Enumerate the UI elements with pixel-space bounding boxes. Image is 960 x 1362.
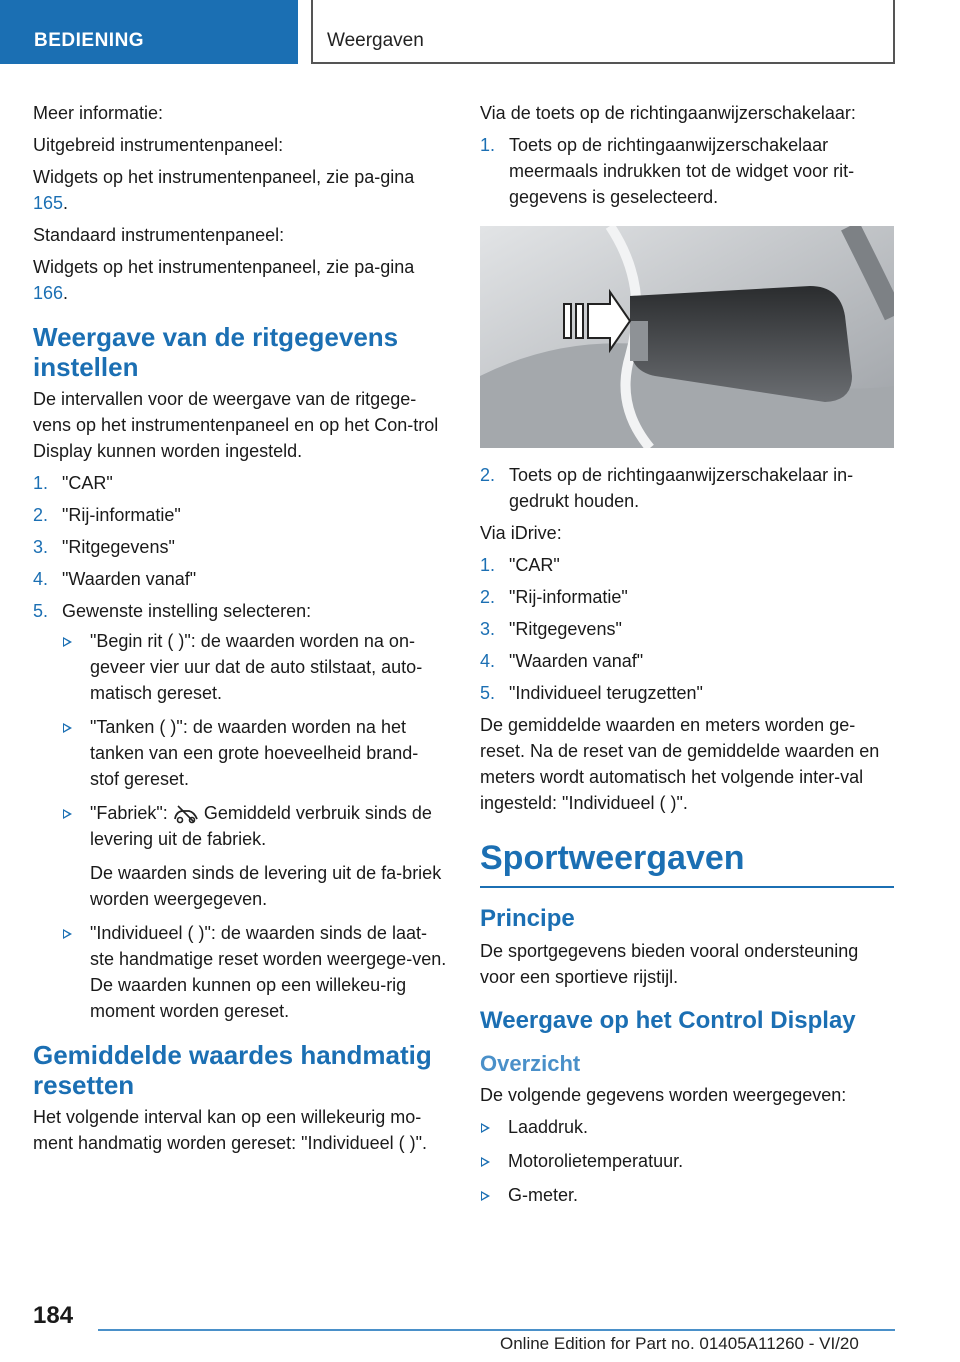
step-text: Toets op de richtingaanwijzerschakelaar meermaals indrukken tot de widget voor rit-gegevens is geselecteerd. (509, 135, 855, 207)
triangle-bullet-icon (481, 1191, 490, 1201)
idrive-steps-list (480, 552, 894, 706)
list-item (480, 462, 894, 514)
eco-car-icon (172, 804, 200, 824)
punctuation: . (63, 193, 69, 213)
illustration-svg (480, 226, 894, 448)
step-number: 3. (480, 619, 496, 639)
list-item (33, 566, 447, 592)
step-text: Gewenste instelling selecteren: (62, 601, 312, 621)
step-number: 5. (33, 601, 49, 621)
triangle-bullet-icon (63, 809, 72, 819)
section-tab: BEDIENING (0, 0, 298, 64)
step-number: 5. (480, 683, 496, 703)
chapter-title: Weergaven (311, 0, 895, 64)
page-link-165[interactable]: 165 (33, 193, 64, 213)
triangle-bullet-icon (481, 1123, 490, 1133)
list-item (480, 552, 894, 578)
option-item (62, 714, 447, 792)
reset-paragraph: Het volgende interval kan op een willekeurig mo-ment handmatig worden gereset: "Individueel ( )". (33, 1107, 427, 1153)
list-item (480, 1114, 894, 1140)
heading-sportweergaven: Sportweergaven (480, 838, 894, 888)
list-item (33, 598, 447, 1024)
step-text: "Ritgegevens" (509, 619, 622, 639)
page-link-166[interactable]: 166 (33, 283, 64, 303)
step-number: 2. (33, 505, 49, 525)
paragraph (33, 254, 447, 306)
triangle-bullet-icon (63, 929, 72, 939)
reset-paragraph: De gemiddelde waarden en meters worden ge-reset. Na de reset van de gemiddelde waarden en meters wordt automatisch het volgende inter-val ingesteld: "Individueel ( )". (480, 715, 880, 813)
paragraph (33, 164, 447, 216)
triangle-bullet-icon (63, 637, 72, 647)
step-number: 4. (480, 651, 496, 671)
item-text: Laaddruk. (508, 1117, 589, 1137)
display-items-list (480, 1114, 894, 1208)
step-number: 1. (33, 473, 49, 493)
steps-list (33, 470, 447, 1024)
option-text: "Begin rit ( )": de waarden worden na on-geveer vier uur dat de auto stilstaat, auto-matisch gereset. (90, 631, 423, 703)
step-text: "Rij-informatie" (62, 505, 181, 525)
page-number: 184 (33, 1302, 74, 1329)
option-item (62, 920, 447, 1024)
heading-control-display: Weergave op het Control Display (480, 1007, 856, 1034)
list-item (480, 1182, 894, 1208)
options-list (62, 628, 447, 1024)
step-number: 4. (33, 569, 49, 589)
step-text: "Rij-informatie" (509, 587, 628, 607)
option-text: "Tanken ( )": de waarden worden na het tanken van een grote hoeveelheid brand-stof gereset. (90, 717, 419, 789)
toets-steps-list-2 (480, 462, 894, 514)
principe-paragraph: De sportgegevens bieden vooral ondersteuning voor een sportieve rijstijl. (480, 941, 859, 987)
paragraph: Via de toets op de richtingaanwijzerschakelaar: (480, 103, 856, 123)
page-header (0, 0, 960, 66)
paragraph-text: Widgets op het instrumentenpaneel, zie pa-gina (33, 167, 415, 187)
list-item (480, 680, 894, 706)
list-item (480, 648, 894, 674)
toets-steps-list (480, 132, 894, 210)
punctuation: . (63, 283, 69, 303)
triangle-bullet-icon (63, 723, 72, 733)
item-text: G-meter. (508, 1185, 579, 1205)
paragraph: Via iDrive: (480, 523, 562, 543)
step-number: 2. (480, 587, 496, 607)
item-text: Motorolietemperatuur. (508, 1151, 684, 1171)
heading-reset: Gemiddelde waardes handmatig resetten (33, 1040, 432, 1100)
option-text: Gemiddeld verbruik sinds de levering uit de fabriek. (90, 803, 432, 849)
step-text: "Waarden vanaf" (509, 651, 644, 671)
list-item (480, 132, 894, 210)
step-number: 1. (480, 555, 496, 575)
step-text: "Ritgegevens" (62, 537, 175, 557)
step-number: 1. (480, 135, 496, 155)
heading-principe: Principe (480, 905, 575, 932)
paragraph: Uitgebreid instrumentenpaneel: (33, 135, 284, 155)
option-item (62, 628, 447, 706)
step-text: "Individueel terugzetten" (509, 683, 703, 703)
edition-text: Online Edition for Part no. 01405A11260 - VI/20 (500, 1334, 859, 1353)
paragraph: Standaard instrumentenpaneel: (33, 225, 285, 245)
step-text: Toets op de richtingaanwijzerschakelaar in-gedrukt houden. (509, 465, 854, 511)
step-number: 3. (33, 537, 49, 557)
intro-paragraph: De intervallen voor de weergave van de ritgege-vens op het instrumentenpaneel en op het Con-trol Display kunnen worden ingesteld. (33, 389, 439, 461)
left-column (33, 100, 447, 1162)
option-item (62, 800, 447, 912)
paragraph: Meer informatie: (33, 103, 164, 123)
step-text: "Waarden vanaf" (62, 569, 197, 589)
heading-overzicht: Overzicht (480, 1051, 581, 1076)
list-item (33, 470, 447, 496)
step-text: "CAR" (62, 473, 113, 493)
step-number: 2. (480, 465, 496, 485)
option-note: De waarden sinds de levering uit de fa-briek worden weergegeven. (90, 863, 442, 909)
option-text: "Individueel ( )": de waarden sinds de laat-ste handmatige reset worden weergege-ven. De waarden kunnen op een willekeu-rig moment worden gereset. (90, 923, 447, 1021)
stalk-button-illustration (480, 226, 894, 448)
list-item (33, 502, 447, 528)
footer-divider (98, 1329, 895, 1331)
triangle-bullet-icon (481, 1157, 490, 1167)
overzicht-paragraph: De volgende gegevens worden weergegeven: (480, 1085, 847, 1105)
list-item (480, 584, 894, 610)
right-column (480, 100, 894, 1216)
list-item (33, 534, 447, 560)
option-text: "Fabriek": (90, 803, 168, 823)
list-item (480, 1148, 894, 1174)
heading-ritgegevens: Weergave van de ritgegevens instellen (33, 322, 399, 382)
list-item (480, 616, 894, 642)
paragraph-text: Widgets op het instrumentenpaneel, zie pa-gina (33, 257, 415, 277)
step-text: "CAR" (509, 555, 560, 575)
